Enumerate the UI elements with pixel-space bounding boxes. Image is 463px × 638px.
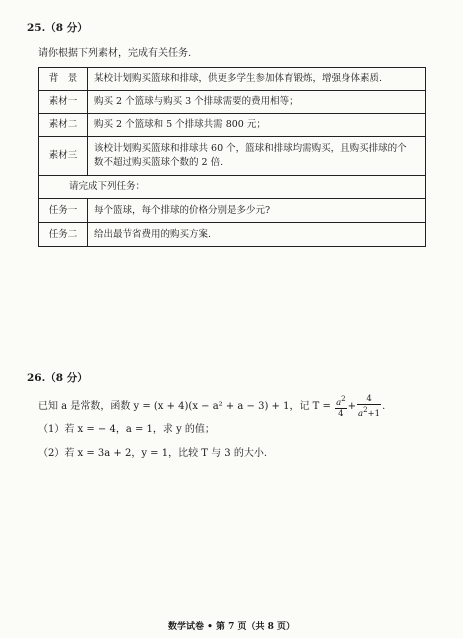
row-content: 购买 2 个篮球与购买 3 个排球需要的费用相等； <box>88 91 426 114</box>
row-content: 每个篮球，每个排球的价格分别是多少元? <box>88 199 426 223</box>
q25-material-table <box>38 67 426 247</box>
table-row <box>39 114 426 137</box>
row-label: 素材三 <box>39 137 88 176</box>
row-content-line1: 该校计划购买篮球和排球共 60 个，篮球和排球均需购买，且购买排球的个 <box>94 143 407 154</box>
row-label: 任务二 <box>39 223 88 247</box>
task-prompt: 请完成下列任务： <box>39 176 426 199</box>
fraction-a2-over-4: $\frac{a^2}{4}$ <box>336 395 346 419</box>
table-row <box>39 223 426 247</box>
table-row <box>39 68 426 91</box>
row-content: 给出最节省费用的购买方案. <box>88 223 426 247</box>
row-label: 任务一 <box>39 199 88 223</box>
row-label: 素材一 <box>39 91 88 114</box>
q26-statement: 已知 a 是常数，函数 y = (x + 4)(x − a² + a − 3) + 1，记 T = $\frac{a^2}{4}$ + $\frac{4}{a^2+1}$ . <box>38 394 386 419</box>
q26-statement-text: 已知 a 是常数，函数 y = (x + 4)(x − a² + a − 3) + 1，记 T = <box>38 400 335 412</box>
table-row <box>39 137 426 176</box>
row-label: 素材二 <box>39 114 88 137</box>
table-row <box>39 91 426 114</box>
q25-header: 25.（8 分） <box>27 22 88 34</box>
row-label: 背 景 <box>39 68 88 91</box>
page-footer: 数学试卷 • 第 7 页（共 8 页） <box>167 622 296 632</box>
q26-part1: （1）若 x = − 4，a = 1，求 y 的值； <box>38 424 215 435</box>
row-content <box>88 137 426 176</box>
fraction-4-over-a2-plus-1: $\frac{4}{a^2+1}$ <box>358 394 381 419</box>
row-content: 某校计划购买篮球和排球，供更多学生参加体育锻炼，增强身体素质. <box>88 68 426 91</box>
q26-part2: （2）若 x = 3a + 2，y = 1，比较 T 与 3 的大小. <box>38 448 268 459</box>
q26-header: 26.（8 分） <box>27 372 88 384</box>
table-row <box>39 176 426 199</box>
row-content-line2: 数不超过购买篮球个数的 2 倍. <box>94 157 224 168</box>
q25-intro: 请你根据下列素材，完成有关任务. <box>38 48 192 59</box>
row-content: 购买 2 个篮球和 5 个排球共需 800 元； <box>88 114 426 137</box>
table-row <box>39 199 426 223</box>
